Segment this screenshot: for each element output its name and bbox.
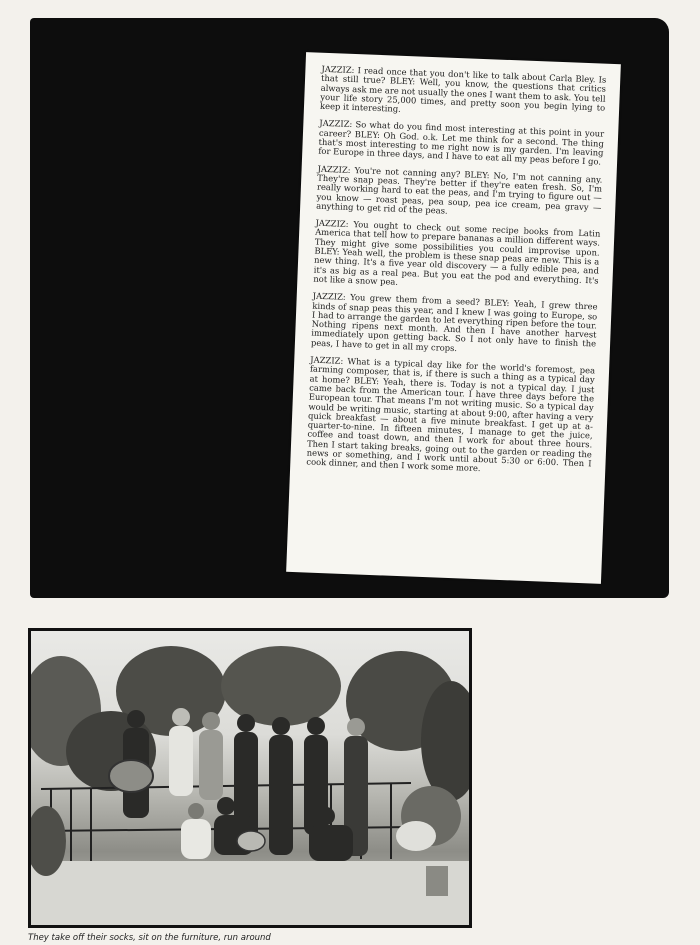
interview-paragraph-2: JAZZIZ: So what do you find most interesting at this point in your career? BLEY: Oh God. o.k. Let me think for a second. The thing that's most interesting to me right now is my garden. I'm leaving for Europe in three days, and I have to eat all my peas before I go. bbox=[318, 118, 605, 167]
interview-paragraph-1: JAZZIZ: I read once that you don't like to talk about Carla Bley. Is that still true? BLEY: Well, you know, the questions that critics always ask me are not usually the ones I want them to ask. You tell your life story 25,000 times, and pretty soon you begin lying to keep it interesting. bbox=[319, 63, 607, 115]
interview-paragraph-3: JAZZIZ: You're not canning any? BLEY: No, I'm not canning any. They're snap peas. They're better if they're eaten fresh. So, I'm really working hard to eat the peas, and I'm trying to figure out — you know — roast peas, pea soup, pea ice cream, pea gravy — anything to get rid of the peas. bbox=[316, 163, 603, 216]
interview-paragraph-4: JAZZIZ: You ought to check out some recipe books from Latin America that tell how to prepare bananas a million different ways. They might give some possibilities you could improvise upon. BLEY: Yeah well, the problem is these snap peas are new. This is a new thing. It's a five year old discovery — a fully edible pea, and it's as big as a real pea. But you eat the pod and everything. It's not like a snow pea. bbox=[313, 217, 601, 287]
interview-clipping bbox=[286, 52, 621, 584]
interview-paragraph-5: JAZZIZ: You grew them from a seed? BLEY: Yeah, I grew three kinds of snap peas this year, and I knew I was going to Europe, so I had to arrange the garden to let everything ripen before the tour. Nothing ripens next month. And then I have another harvest immediately upon getting back. So I not only have to finish the peas, I have to get in all my crops. bbox=[310, 290, 598, 353]
band-photo-illustration bbox=[31, 631, 469, 925]
band-photo bbox=[31, 631, 469, 925]
photo-caption: They take off their socks, sit on the furniture, run around bbox=[28, 933, 271, 943]
band-photo-frame bbox=[28, 628, 472, 928]
interview-paragraph-6: JAZZIZ: What is a typical day like for the world's foremost, pea farming composer, that is, if there is such a thing as a typical day at home? BLEY: Yeah, there is. Today is not a typical day. I just came back from the American tour. I have three days before the European tour. That means I'm not writing music. So a typical day would be writing music, starting at about 9:00, after having a very quick breakfast — about a five minute breakfast. I get up at a-quarter-to-nine. In fifteen minutes, I manage to get the juice, coffee and toast down, and then I work for about three hours. Then I start taking breaks, going out to the garden or reading the news or something, and I work until about 5:30 or 6:00. Then I cook dinner, and then I work some more. bbox=[306, 354, 596, 474]
